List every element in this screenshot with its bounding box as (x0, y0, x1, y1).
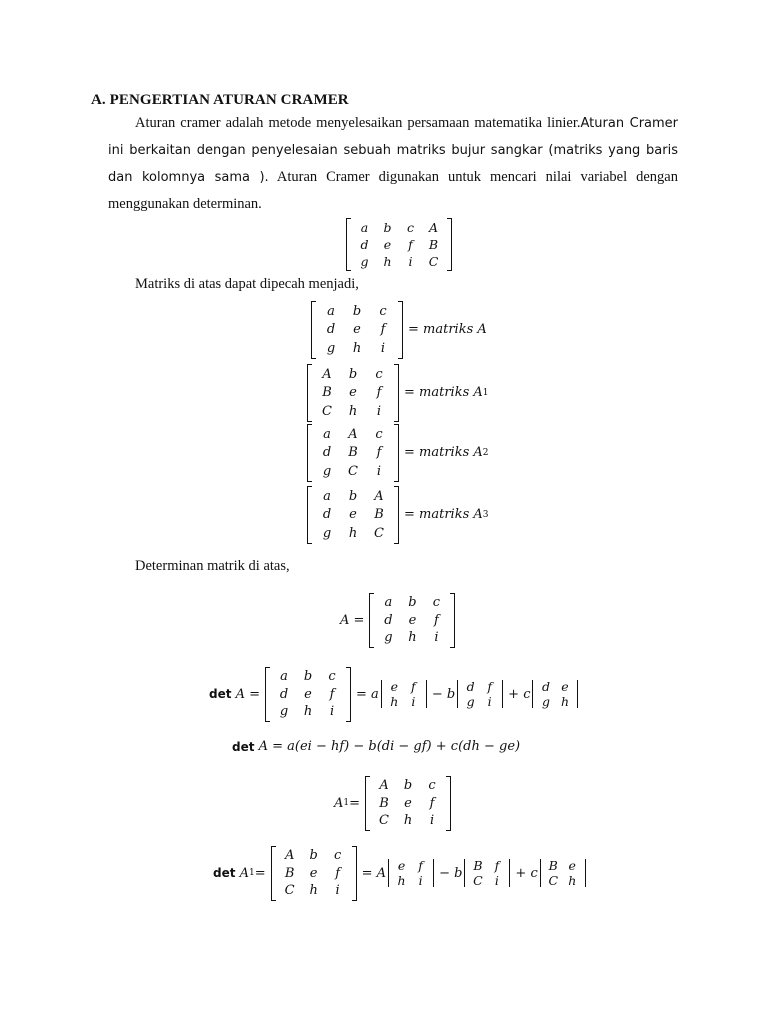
matrix-cell: a (323, 426, 331, 442)
matrix-cell: d (322, 445, 332, 461)
matrix-cell: b (303, 669, 313, 685)
matrix-cell: e (304, 686, 312, 702)
det-a1-rhs-a: = A (361, 865, 387, 881)
matrix-cell: e (404, 795, 412, 811)
intro-sentence-1: Aturan cramer adalah metode menyelesaikan persamaan matematika linier. (135, 115, 581, 131)
matrix-cells (278, 847, 350, 900)
matrix-cells (314, 365, 392, 421)
matrix-cell: a (360, 220, 369, 235)
matrix-cells (544, 858, 582, 888)
matrix-cell: e (309, 865, 318, 881)
a1-equals-suffix: = (349, 795, 361, 811)
matrix-cell: g (322, 525, 332, 541)
matrix-row (272, 686, 344, 704)
det-a-minor-c (532, 679, 578, 709)
det-a-expanded-det-word: det (232, 739, 255, 754)
matrix-cell: f (494, 858, 500, 874)
matrix-row (468, 873, 506, 888)
matrix-cell: d (541, 679, 550, 695)
matrix-a1-label: = matriks A (404, 385, 483, 401)
matrix-row (353, 253, 445, 270)
matrix-row (461, 694, 499, 709)
matrix-cell: C (379, 813, 389, 829)
matrix-cell: i (434, 630, 439, 646)
matrix-cells (468, 858, 506, 888)
det-a-cofactor-block (209, 667, 578, 722)
matrix-row (318, 321, 396, 340)
matrix-cell: B (348, 445, 358, 461)
matrix-cell: B (428, 237, 439, 252)
matrix-cells (353, 219, 445, 270)
matrix-cells (392, 858, 430, 888)
matrix-cell: e (568, 858, 576, 874)
matrix-cell: c (428, 778, 436, 794)
matrix-cell: B (473, 858, 483, 874)
matrix-cell: d (360, 237, 369, 252)
matrix-cell: i (408, 254, 413, 269)
matrix-cell: i (494, 873, 499, 889)
matrix-cell: c (375, 426, 383, 442)
matrix-row (314, 365, 392, 384)
matrix-cell: i (376, 463, 382, 479)
matrix-cell: b (348, 366, 358, 382)
augmented-matrix (346, 218, 452, 271)
matrix-cell: a (280, 669, 288, 685)
matrix-cell: h (397, 873, 406, 889)
intro-sentence-2: Aturan Cramer ini berkaitan dengan penyelesaian sebuah matriks bujur sangkar (matriks yang baris dan kolomnya sama ). (108, 116, 679, 185)
matrix-cell: e (408, 612, 417, 628)
matrix-cells (314, 487, 392, 543)
intro-sentence-3: Aturan Cramer digunakan untuk mencari nilai variabel dengan menggunakan determinan. (108, 169, 678, 212)
matrix-cell: a (323, 488, 331, 504)
matrix-cell: f (335, 865, 341, 881)
det-a1-minor-c (540, 858, 586, 888)
matrix-cell: h (568, 873, 577, 889)
det-a-lhs: A = (235, 686, 261, 702)
matrix-cell: B (374, 507, 384, 523)
matrix-a2 (307, 424, 399, 482)
matrix-cell: f (418, 858, 423, 874)
matrix-cell: h (403, 813, 413, 829)
matrix-a-block (311, 301, 487, 359)
matrix-a (311, 301, 403, 359)
matrix-cell: e (383, 237, 392, 252)
matrix-cell: b (383, 220, 392, 235)
matrix-row (314, 402, 392, 421)
matrix-row (544, 858, 582, 873)
determinant-intro-text: Determinan matrik di atas, (135, 558, 290, 574)
matrix-cell: f (380, 322, 386, 338)
matrix-cell: d (322, 507, 332, 523)
matrix-cell: B (548, 858, 558, 874)
matrix-a1 (307, 364, 399, 422)
matrix-cell: A (322, 366, 332, 382)
matrix-a3-subscript: 3 (482, 509, 489, 520)
det-a1-lhs-suffix: = (254, 865, 266, 881)
matrix-row (392, 873, 430, 888)
matrix-cell: h (383, 254, 392, 269)
matrix-cell: e (349, 507, 357, 523)
matrix-cell: C (374, 525, 384, 541)
matrix-cell: f (329, 686, 335, 702)
matrix-cell: i (329, 704, 335, 720)
matrix-cell: B (322, 385, 332, 401)
matrix-cell: h (303, 704, 313, 720)
matrix-cell: d (279, 686, 289, 702)
a-definition-block (340, 593, 455, 648)
matrix-cell: e (390, 679, 399, 695)
matrix-cell: b (352, 303, 362, 319)
matrix-row (314, 487, 392, 506)
matrix-row (314, 462, 392, 481)
matrix-row (376, 594, 448, 612)
augmented-matrix-block (346, 218, 452, 271)
matrix-cell: i (411, 694, 416, 710)
matrix-row (272, 703, 344, 721)
det-a-expanded-formula: A = a(ei − hf) − b(di − gf) + c(dh − ge) (258, 739, 521, 754)
a1-definition-block (334, 776, 451, 831)
matrix-cell: a (327, 303, 335, 319)
matrix-cell: e (561, 679, 569, 695)
matrix-cell: b (408, 595, 417, 611)
matrix-cell: C (548, 873, 559, 889)
matrix-cells (318, 302, 396, 358)
matrix-row (314, 524, 392, 543)
det-a1-lhs-prefix: A (239, 865, 249, 881)
matrix-row (461, 679, 499, 694)
matrix-cell: f (376, 385, 382, 401)
matrix-row (536, 694, 574, 709)
matrix-cell: A (428, 220, 439, 235)
matrix-row (372, 812, 444, 830)
matrix-cell: g (360, 254, 369, 269)
matrix-cell: d (384, 612, 393, 628)
matrix-cell: C (284, 883, 295, 899)
matrix-cell: h (348, 525, 358, 541)
matrix-row (318, 302, 396, 321)
matrix-cells (372, 777, 444, 830)
matrix-cell: B (284, 865, 295, 881)
det-a1-lhs-subscript: 1 (249, 868, 255, 879)
matrix-cell: g (466, 694, 475, 710)
split-intro-text: Matriks di atas dapat dipecah menjadi, (135, 276, 359, 292)
matrix-a2-subscript: 2 (482, 447, 489, 458)
det-a-minus-b: − b (431, 686, 456, 702)
matrix-cell: h (348, 403, 358, 419)
det-a1-matrix (271, 846, 357, 901)
matrix-cell: f (408, 237, 413, 252)
matrix-cell: i (418, 873, 423, 889)
matrix-a3-label: = matriks A (404, 507, 483, 523)
matrix-row (544, 873, 582, 888)
matrix-cell: h (352, 340, 362, 356)
matrix-cell: A (284, 848, 295, 864)
matrix-cell: b (309, 848, 318, 864)
matrix-cells (385, 679, 423, 709)
matrix-cell: h (560, 694, 570, 710)
matrix-cell: C (322, 403, 332, 419)
det-a1-plus-c: + c (515, 865, 538, 881)
matrix-cell: f (410, 679, 416, 695)
matrix-cell: c (432, 595, 441, 611)
matrix-row (392, 858, 430, 873)
matrix-cell: e (353, 322, 361, 338)
det-a-plus-c: + c (508, 686, 531, 702)
matrix-cell: c (406, 220, 414, 235)
a-equals-label: A = (340, 612, 365, 628)
det-a-rhs-a: = a (356, 686, 379, 702)
matrix-cell: B (379, 795, 389, 811)
matrix-row (385, 694, 423, 709)
matrix-cell: h (408, 630, 417, 646)
matrix-row (376, 629, 448, 647)
det-a1-minor-a (388, 858, 434, 888)
matrix-cell: c (328, 669, 336, 685)
det-a1-det-word: det (213, 866, 236, 881)
matrix-row (372, 795, 444, 813)
matrix-cells (461, 679, 499, 709)
det-a-matrix (265, 667, 351, 722)
matrix-cells (376, 594, 448, 647)
matrix-row (314, 444, 392, 463)
det-a-minor-b (457, 679, 503, 709)
matrix-cell: i (335, 883, 340, 899)
matrix-cell: g (279, 704, 289, 720)
a-definition-matrix (369, 593, 455, 648)
matrix-a-label: = matriks A (408, 322, 487, 338)
matrix-a2-label: = matriks A (404, 445, 483, 461)
matrix-cell: a (384, 595, 393, 611)
a1-equals-prefix: A (334, 795, 344, 811)
det-a1-minor-b (464, 858, 510, 888)
matrix-row (278, 847, 350, 865)
matrix-cells (314, 425, 392, 481)
matrix-cells (272, 668, 344, 721)
matrix-cell: d (466, 679, 475, 695)
matrix-row (278, 882, 350, 900)
matrix-cell: b (403, 778, 413, 794)
section-heading: A. PENGERTIAN ATURAN CRAMER (91, 92, 349, 108)
matrix-a3 (307, 486, 399, 544)
det-a-minor-a (381, 679, 427, 709)
matrix-cells (536, 679, 574, 709)
matrix-cell: h (390, 694, 399, 710)
a1-definition-matrix (365, 776, 451, 831)
matrix-row (278, 865, 350, 883)
matrix-row (468, 858, 506, 873)
matrix-cell: g (322, 463, 332, 479)
matrix-cell: i (487, 694, 492, 710)
matrix-row (372, 777, 444, 795)
matrix-cell: i (429, 813, 435, 829)
matrix-row (314, 425, 392, 444)
matrix-a2-block (307, 424, 489, 482)
matrix-cell: f (487, 679, 492, 695)
det-a1-cofactor-block (213, 846, 586, 901)
det-a-det-word: det (209, 687, 232, 702)
matrix-cell: g (326, 340, 336, 356)
matrix-cell: c (375, 366, 383, 382)
matrix-a1-block (307, 364, 489, 422)
matrix-a3-block (307, 486, 489, 544)
matrix-row (318, 339, 396, 358)
matrix-cell: g (541, 694, 550, 710)
matrix-cell: f (376, 445, 382, 461)
matrix-row (385, 679, 423, 694)
matrix-cell: c (334, 848, 342, 864)
matrix-cell: g (384, 630, 393, 646)
matrix-cell: b (348, 488, 358, 504)
matrix-row (353, 219, 445, 236)
matrix-cell: C (473, 873, 483, 889)
matrix-row (536, 679, 574, 694)
matrix-row (314, 506, 392, 525)
intro-paragraph (108, 110, 678, 218)
det-a1-minus-b: − b (439, 865, 463, 881)
matrix-row (353, 236, 445, 253)
matrix-cell: f (434, 612, 439, 628)
matrix-cell: e (397, 858, 406, 874)
matrix-cell: A (348, 426, 358, 442)
matrix-row (376, 612, 448, 630)
matrix-cell: h (309, 883, 318, 899)
matrix-cell: d (326, 322, 336, 338)
matrix-a1-subscript: 1 (482, 387, 489, 398)
matrix-cell: A (379, 778, 389, 794)
matrix-cell: i (376, 403, 382, 419)
matrix-cell: e (349, 385, 357, 401)
matrix-cell: c (379, 303, 387, 319)
matrix-row (272, 668, 344, 686)
a1-equals-subscript: 1 (343, 798, 350, 809)
matrix-row (314, 384, 392, 403)
matrix-cell: A (374, 488, 384, 504)
matrix-cell: f (429, 795, 435, 811)
det-a-expanded-block (232, 739, 520, 754)
matrix-cell: C (428, 254, 439, 269)
matrix-cell: C (348, 463, 358, 479)
matrix-cell: i (380, 340, 386, 356)
